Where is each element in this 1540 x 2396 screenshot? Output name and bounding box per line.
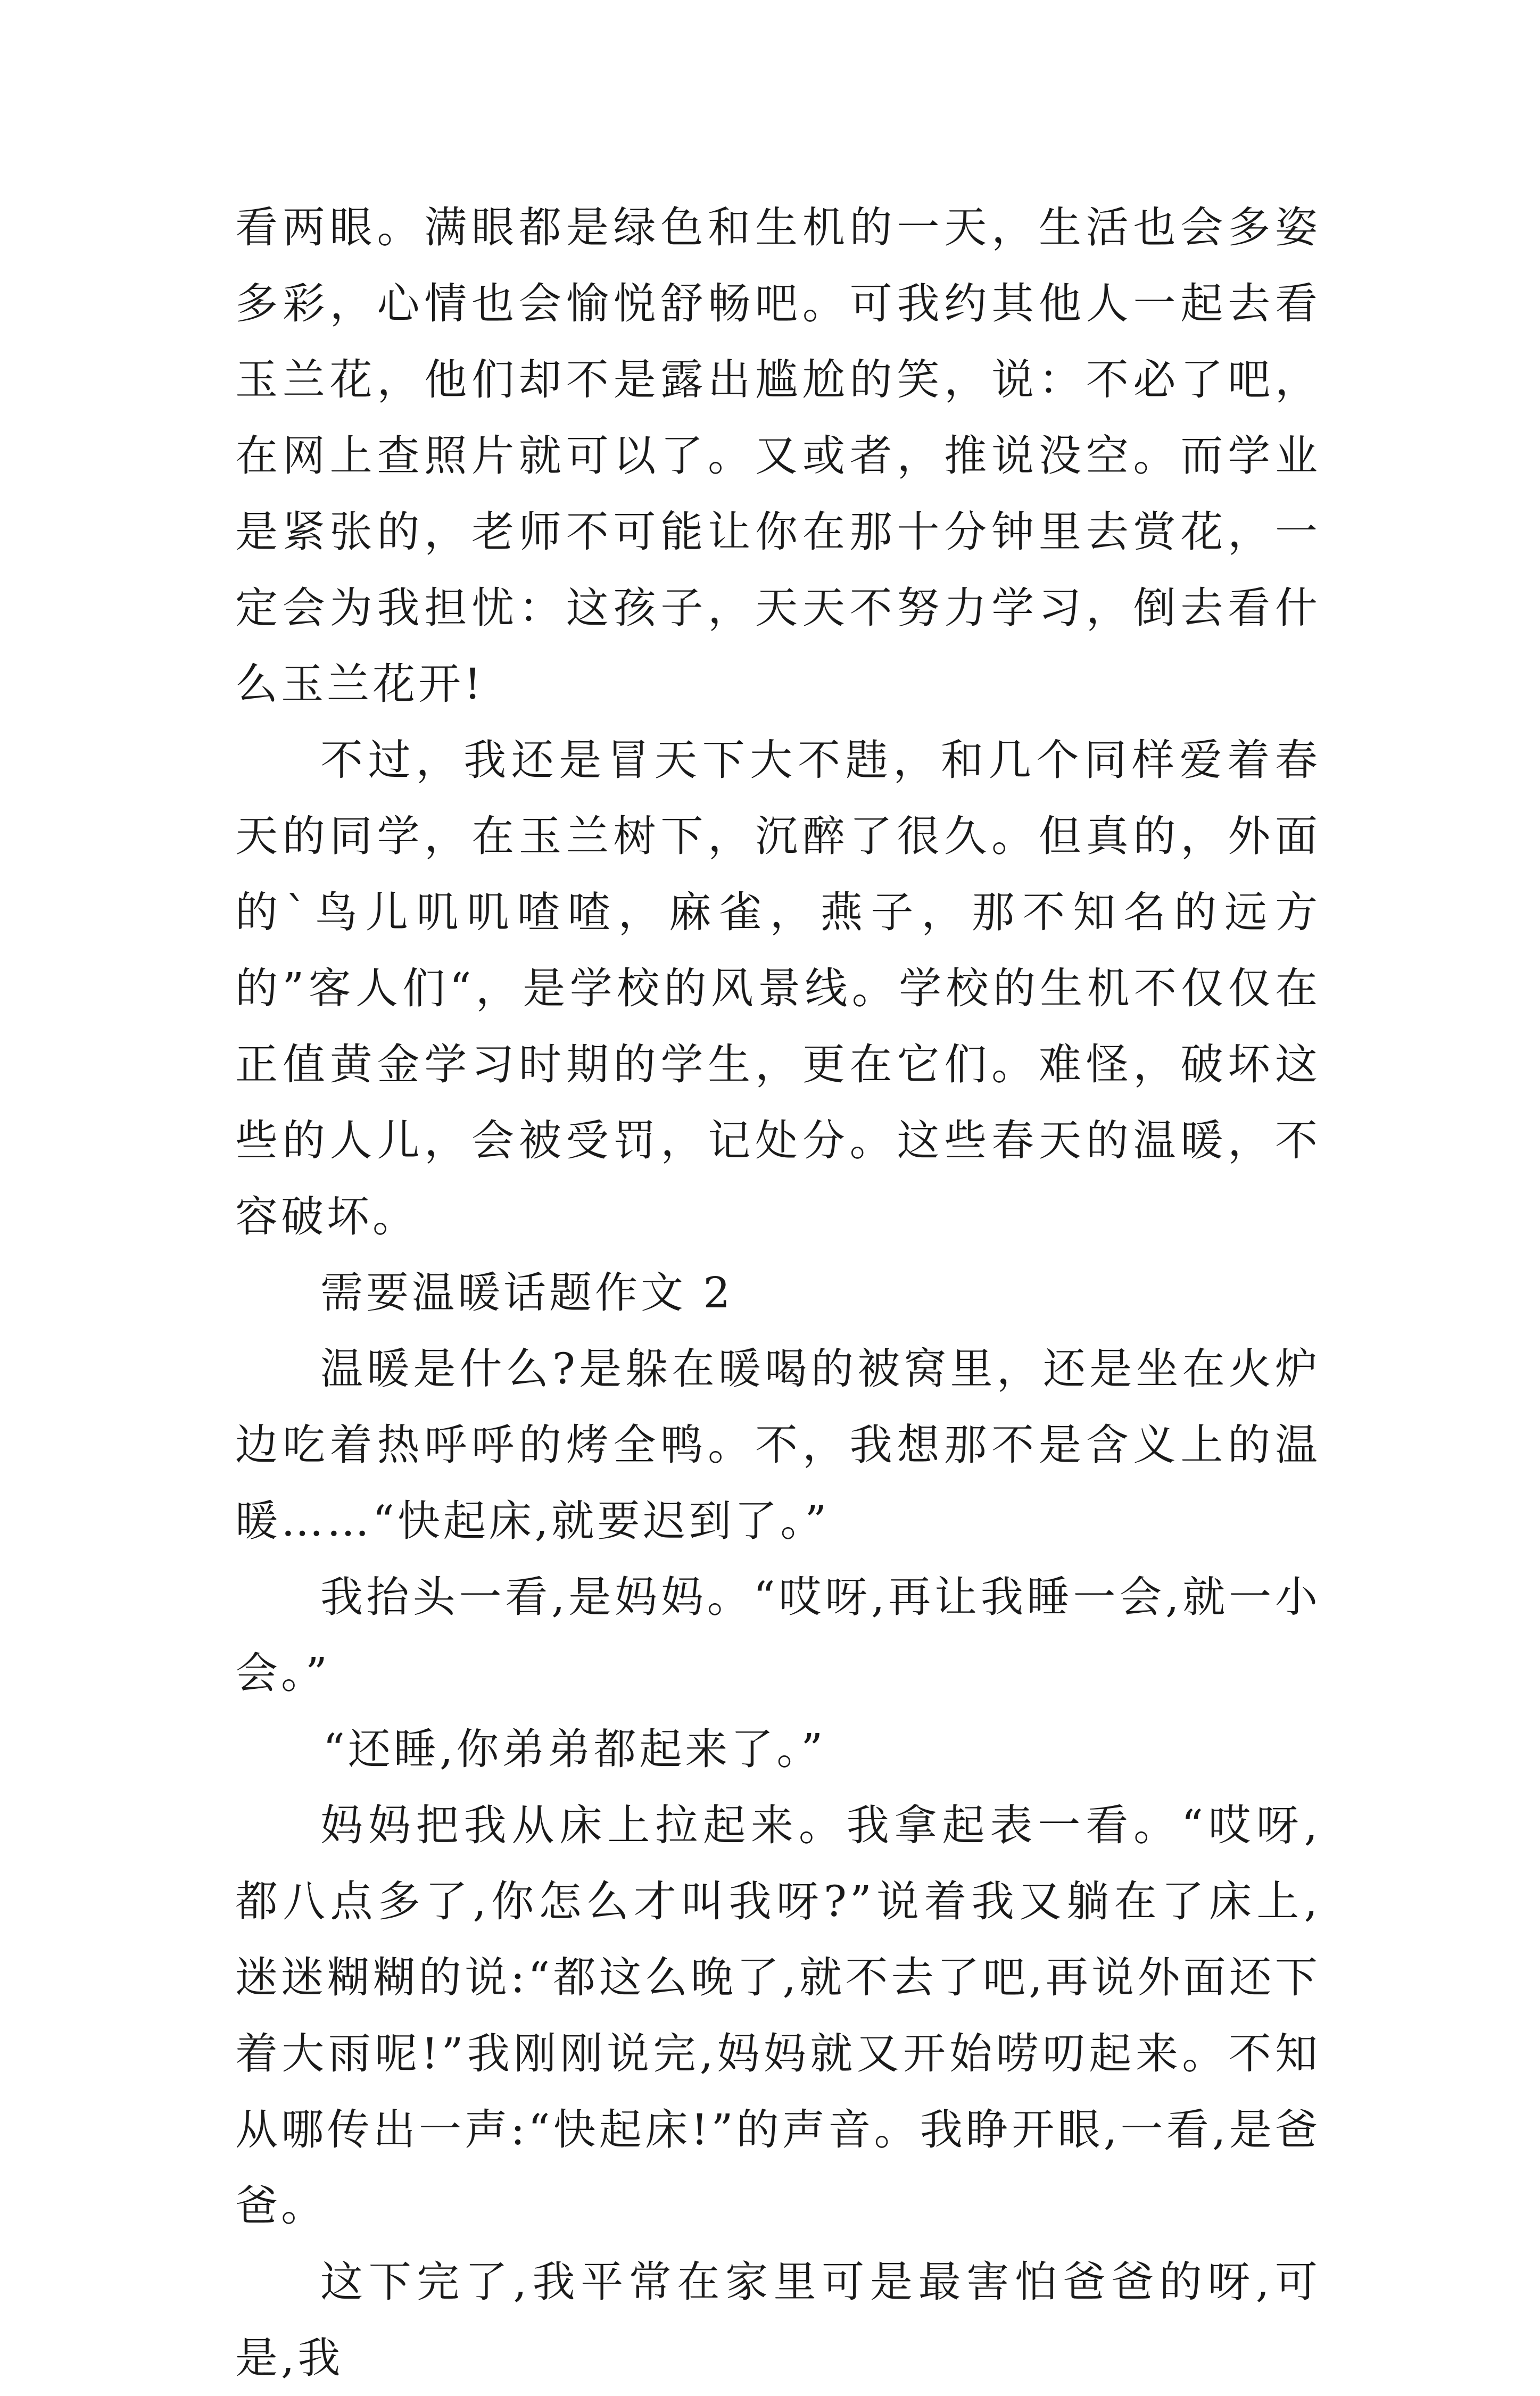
document-body (235, 189, 1321, 2396)
paragraph-7: 这下完了,我平常在家里可是最害怕爸爸的呀,可是,我 (235, 2257, 1321, 2383)
paragraph-4: 我抬头一看,是妈妈。“哎呀,再让我睡一会,就一小会。” (235, 1572, 1321, 1698)
paragraph-1: 看两眼。满眼都是绿色和生机的一天，生活也会多姿多彩，心情也会愉悦舒畅吧。可我约其他人一起去看玉兰花，他们却不是露出尴尬的笑，说：不必了吧，在网上查照片就可以了。又或者，推说没空。而学业是紧张的，老师不可能让你在那十分钟里去赏花，一定会为我担忧：这孩子，天天不努力学习，倒去看什么玉兰花开! (235, 203, 1321, 709)
paragraph-6: 妈妈把我从床上拉起来。我拿起表一看。“哎呀,都八点多了,你怎么才叫我呀?”说着我又躺在了床上,迷迷糊糊的说:“都这么晚了,就不去了吧,再说外面还下着大雨呢!”我刚刚说完,妈妈就又开始唠叨起来。不知从哪传出一声:“快起床!”的声音。我睁开眼,一看,是爸爸。 (235, 1801, 1321, 2231)
paragraph-3: 温暖是什么?是躲在暖喝的被窝里，还是坐在火炉边吃着热呼呼的烤全鸭。不，我想那不是含义上的温暖……“快起床,就要迟到了。” (235, 1344, 1321, 1546)
section-heading: 需要温暖话题作文 2 (320, 1268, 734, 1317)
paragraph-2: 不过，我还是冒天下大不韪，和几个同样爱着春天的同学，在玉兰树下，沉醉了很久。但真的，外面的`鸟儿叽叽喳喳，麻雀，燕子，那不知名的远方的”客人们“，是学校的风景线。学校的生机不仅仅在正值黄金学习时期的学生，更在它们。难怪，破坏这些的人儿，会被受罚，记处分。这些春天的温暖，不容破坏。 (235, 735, 1321, 1241)
paragraph-5: “还睡,你弟弟都起来了。” (323, 1725, 826, 1774)
